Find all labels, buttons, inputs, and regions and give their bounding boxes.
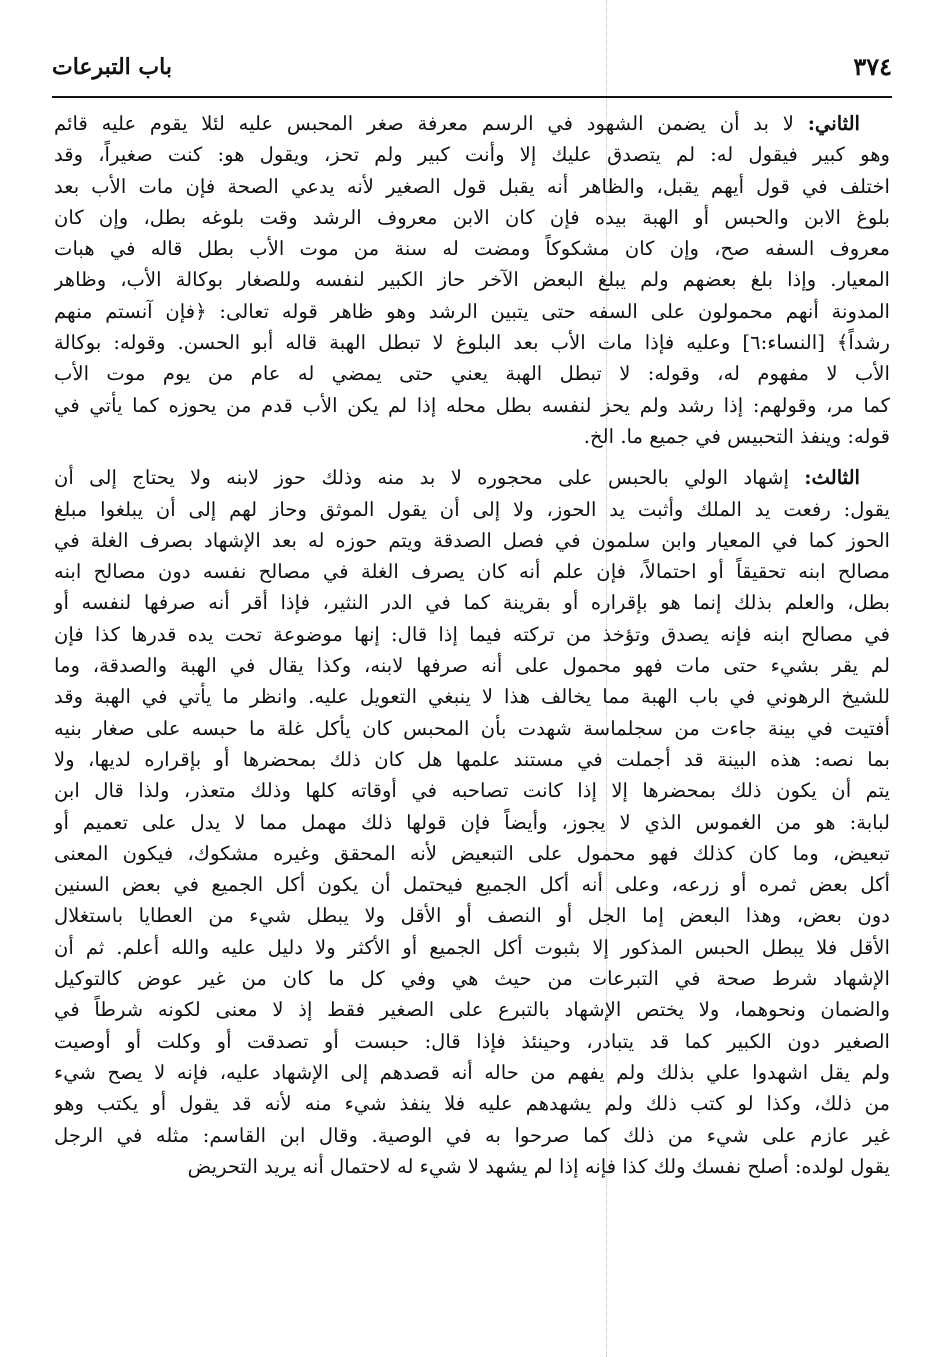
- line-text: أفتيت في بينة جاءت من سجلماسة شهدت بأن المحبس كان يأكل غلة ما حبسه على صغار بنيه: [54, 716, 890, 740]
- paragraph: [54, 462, 890, 1182]
- line-text: الحوز كما في المعيار وابن سلمون في فصل الصدقة ويتم حوزه له بعد الإشهاد بصرف الغلة في: [54, 528, 890, 552]
- line-text: المدونة أنهم محمولون على السفه حتى يتبين الرشد وهو ظاهر قوله تعالى: ﴿فإن آنستم منهم: [54, 299, 890, 323]
- text-line: [54, 775, 890, 806]
- line-text: اختلف في قول أيهم يقبل، والظاهر أنه يقبل قول الصغير لأنه يدعي الصحة فإن مات الأب بعد: [54, 174, 890, 198]
- line-text: بما نصه: هذه البينة قد أجملت في مستند علمها هل كان ذلك بمحضرها أو بإقراره لديها، ولا: [54, 747, 890, 771]
- line-text: الأب لا مفهوم له، وقوله: لا تبطل الهبة يعني حتى يمضي له عام من يوم موت الأب: [54, 362, 890, 386]
- line-text: الأقل فلا يبطل الحبس المذكور إلا بثبوت أكل الجميع أو الأكثر ولا دليل عليه والله أعلم. ثم أن: [54, 935, 890, 959]
- line-text: لم يقر بشيء حتى مات فهو محمول على أنه صرفها لابنه، وكذا يقال في الهبة والصدقة، وما: [54, 654, 890, 678]
- line-text: في مصالح ابنه فإنه يصدق وتؤخذ من تركته فيما إذا قال: إنها موضوعة تحت يده قدرها كذا فإن: [54, 622, 890, 646]
- text-line: [54, 994, 890, 1025]
- text-line: [54, 525, 890, 556]
- text-line: [54, 744, 890, 775]
- text-line: [54, 233, 890, 264]
- chapter-title: باب التبرعات: [52, 54, 172, 80]
- text-line: [54, 1057, 890, 1088]
- line-text: يقول: رفعت يد الملك وأثبت يد الحوز، ولا إلى أن يقول الموثق وحاز لهم إلى أن يبلغوا مبلغ: [54, 497, 890, 521]
- text-line: [54, 358, 890, 389]
- text-line: [54, 807, 890, 838]
- text-line: [54, 587, 890, 618]
- line-text: أكل بعض ثمره أو زرعه، وعلى أنه أكل الجميع فيحتمل أن يكون أكل الجميع في بعض السنين: [54, 873, 890, 897]
- line-text: لبابة: هو من الغموس الذي لا يجوز، وأيضاً فإن قولها ذلك مهمل مما لا يدل على تعميم أو: [54, 810, 890, 834]
- text-line: [54, 171, 890, 202]
- text-line: [54, 202, 890, 233]
- line-text: من ذلك، وكذا لو كتب ذلك ولم يشهدهم عليه فلا ينفذ شيء منه لأنه قد يقول أو يكتب وهو: [54, 1092, 890, 1116]
- page-header: [52, 52, 892, 92]
- text-line: [54, 421, 890, 452]
- text-line: [54, 1088, 890, 1119]
- text-line: [54, 869, 890, 900]
- text-line: [54, 139, 890, 170]
- line-text: إشهاد الولي بالحبس على محجوره لا بد منه وذلك حوز لابنه ولا يحتاج إلى أن: [54, 466, 789, 490]
- text-line: [54, 713, 890, 744]
- line-text: تبعيض، وما كان كذلك فهو محمول على التبعيض لأنه المحقق وغيره مشكوك، فيكون المعنى: [54, 841, 890, 865]
- line-text: لا بد أن يضمن الشهود في الرسم معرفة صغر المحبس عليه لئلا يقوم عليه قائم: [54, 112, 794, 135]
- text-line: [54, 1151, 890, 1182]
- paragraph-lead: الثالث:: [804, 466, 860, 490]
- body-text: [54, 108, 890, 1192]
- line-text: وهو كبير فيقول له: لم يتصدق عليك إلا وأنت كبير ولم تحز، ويقول هو: كنت صغيراً، وقد: [54, 143, 890, 167]
- text-line: [54, 838, 890, 869]
- text-line: [54, 494, 890, 525]
- text-line: [54, 681, 890, 712]
- text-line: [54, 619, 890, 650]
- line-text: يتم أن يكون ذلك بمحضرها إلا إذا كانت تصاحبه في أوقاته كلها وذلك متعذر، ولذا قال ابن: [54, 779, 890, 803]
- line-text: الصغير دون الكبير كما قد يتبادر، وحينئذ فإذا قال: حبست أو تصدقت أو وكلت أو أوصيت: [54, 1029, 890, 1053]
- line-text: رشداً﴾ [النساء:٦] وعليه فإذا مات الأب بعد البلوغ لا تبطل الهبة قاله أبو الحسن. وقوله: بوكالة: [54, 331, 890, 355]
- text-line: [54, 1026, 890, 1057]
- paragraph: [54, 108, 890, 452]
- text-line: [54, 932, 890, 963]
- line-text: كما مر، وقولهم: إذا رشد ولم يحز لنفسه بطل محله إذا لم يكن الأب قدم من يحوزه كما يأتي في: [54, 393, 890, 417]
- line-text: المعيار. وإذا بلغ بعضهم ولم يبلغ البعض الآخر حاز الكبير لنفسه وللصغار بوكالة الأب، وظاهر: [54, 268, 890, 292]
- text-line: [54, 1120, 890, 1151]
- line-text: بلوغ الابن والحبس أو الهبة بيده فإن كان الابن معروف الرشد وقت بلوغه بطل، وإن كان: [54, 205, 890, 229]
- text-line: [54, 390, 890, 421]
- text-line: [54, 462, 890, 493]
- text-line: [54, 963, 890, 994]
- line-text: قوله: وينفذ التحبيس في جميع ما. الخ.: [583, 424, 890, 448]
- header-rule: [52, 96, 892, 98]
- line-text: دون بعض، وهذا البعض إما الجل أو النصف أو الأقل ولا يبطل شيء من العطايا باستغلال: [54, 904, 890, 928]
- paragraph-lead: الثاني:: [807, 112, 861, 135]
- line-text: ولم يقل اشهدوا علي بذلك ولم يفهم من حاله أنه قصدهم إلى الإشهاد عليه، فإنه لا يصح شيء: [54, 1060, 890, 1084]
- line-text: بطل، والعلم بذلك إنما هو بإقراره أو بقرينة كما في الدر النثير، فإذا أقر أنه صرفها لنفسه أو: [54, 591, 890, 615]
- line-text: مصالح ابنه تحقيقاً أو احتمالاً، فإن علم أنه كان يصرف الغلة في مصالح نفسه دون مصالح ابنه: [54, 560, 890, 584]
- text-line: [54, 556, 890, 587]
- text-line: [54, 650, 890, 681]
- text-line: [54, 264, 890, 295]
- line-text: يقول لولده: أصلح نفسك ولك كذا فإنه إذا لم يشهد لا شيء له لاحتمال أنه يريد التحريض: [187, 1154, 890, 1178]
- page-number: ٣٧٤: [853, 52, 892, 81]
- line-text: للشيخ الرهوني في باب الهبة مما يخالف هذا لا ينبغي التعويل عليه. وانظر ما يأتي في الهبة وقد: [54, 685, 890, 709]
- text-line: [54, 327, 890, 358]
- text-line: [54, 108, 890, 139]
- line-text: غير عازم على شيء من ذلك كما صرحوا به في الوصية. وقال ابن القاسم: مثله في الرجل: [54, 1123, 890, 1147]
- text-line: [54, 900, 890, 931]
- line-text: والضمان ونحوهما، ولا يختص الإشهاد بالتبرع على الصغير فقط إذ لا معنى لكونه شرطاً في: [54, 998, 890, 1022]
- line-text: معروف السفه صح، وإن كان مشكوكاً ومضت له سنة من موت الأب بطل قاله في هبات: [54, 237, 890, 261]
- text-line: [54, 296, 890, 327]
- line-text: الإشهاد شرط صحة في التبرعات من حيث هي وفي كل ما كان من غير عوض كالتوكيل: [54, 967, 890, 991]
